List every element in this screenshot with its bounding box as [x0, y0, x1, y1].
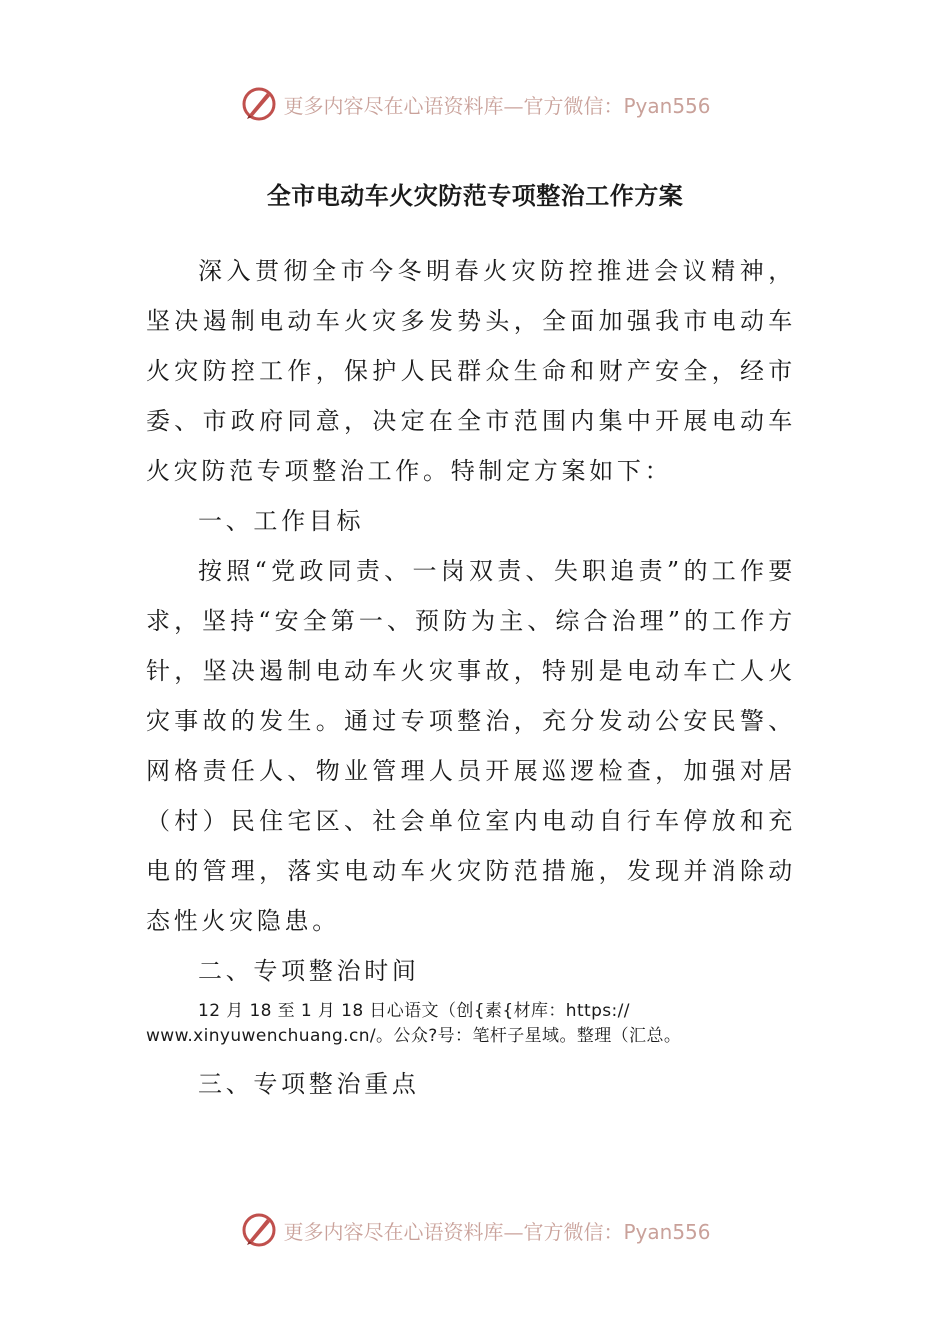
- section-heading-focus: 三、专项整治重点: [198, 1070, 420, 1098]
- pen-in-circle-logo-icon: [239, 1210, 279, 1250]
- watermark-text: 更多内容尽在心语资料库—官方微信：Pyan556: [283, 1219, 711, 1244]
- pen-in-circle-logo-icon: [239, 84, 279, 124]
- section-heading-goals: 一、工作目标: [198, 507, 365, 535]
- section-heading-time: 二、专项整治时间: [198, 957, 420, 985]
- time-paragraph: [146, 996, 796, 1049]
- time-line-2: www.xinyuwenchuang.cn/。公众?号：笔杆子星域。整理（汇总。: [146, 1026, 682, 1046]
- intro-paragraph: 深入贯彻全市今冬明春火灾防控推进会议精神，坚决遏制电动车火灾多发势头，全面加强我市电动车火灾防控工作，保护人民群众生命和财产安全，经市委、市政府同意，决定在全市范围内集中开展电动车火灾防范专项整治工作。特制定方案如下：: [146, 257, 796, 485]
- header-watermark-banner: [0, 82, 950, 126]
- time-line-1: 12 月 18 至 1 月 18 日心语文（创{素{材库：https://: [198, 1001, 630, 1021]
- watermark-text: 更多内容尽在心语资料库—官方微信：Pyan556: [283, 93, 711, 118]
- document-title: 全市电动车火灾防范专项整治工作方案: [266, 182, 684, 210]
- footer-watermark-banner: [0, 1208, 950, 1252]
- goals-paragraph: 按照“党政同责、一岗双责、失职追责”的工作要求，坚持“安全第一、预防为主、综合治理”的工作方针，坚决遏制电动车火灾事故，特别是电动车亡人火灾事故的发生。通过专项整治，充分发动公安民警、网格责任人、物业管理人员开展巡逻检查，加强对居（村）民住宅区、社会单位室内电动自行车停放和充电的管理，落实电动车火灾防范措施，发现并消除动态性火灾隐患。: [146, 557, 796, 935]
- document-body: [146, 246, 796, 1109]
